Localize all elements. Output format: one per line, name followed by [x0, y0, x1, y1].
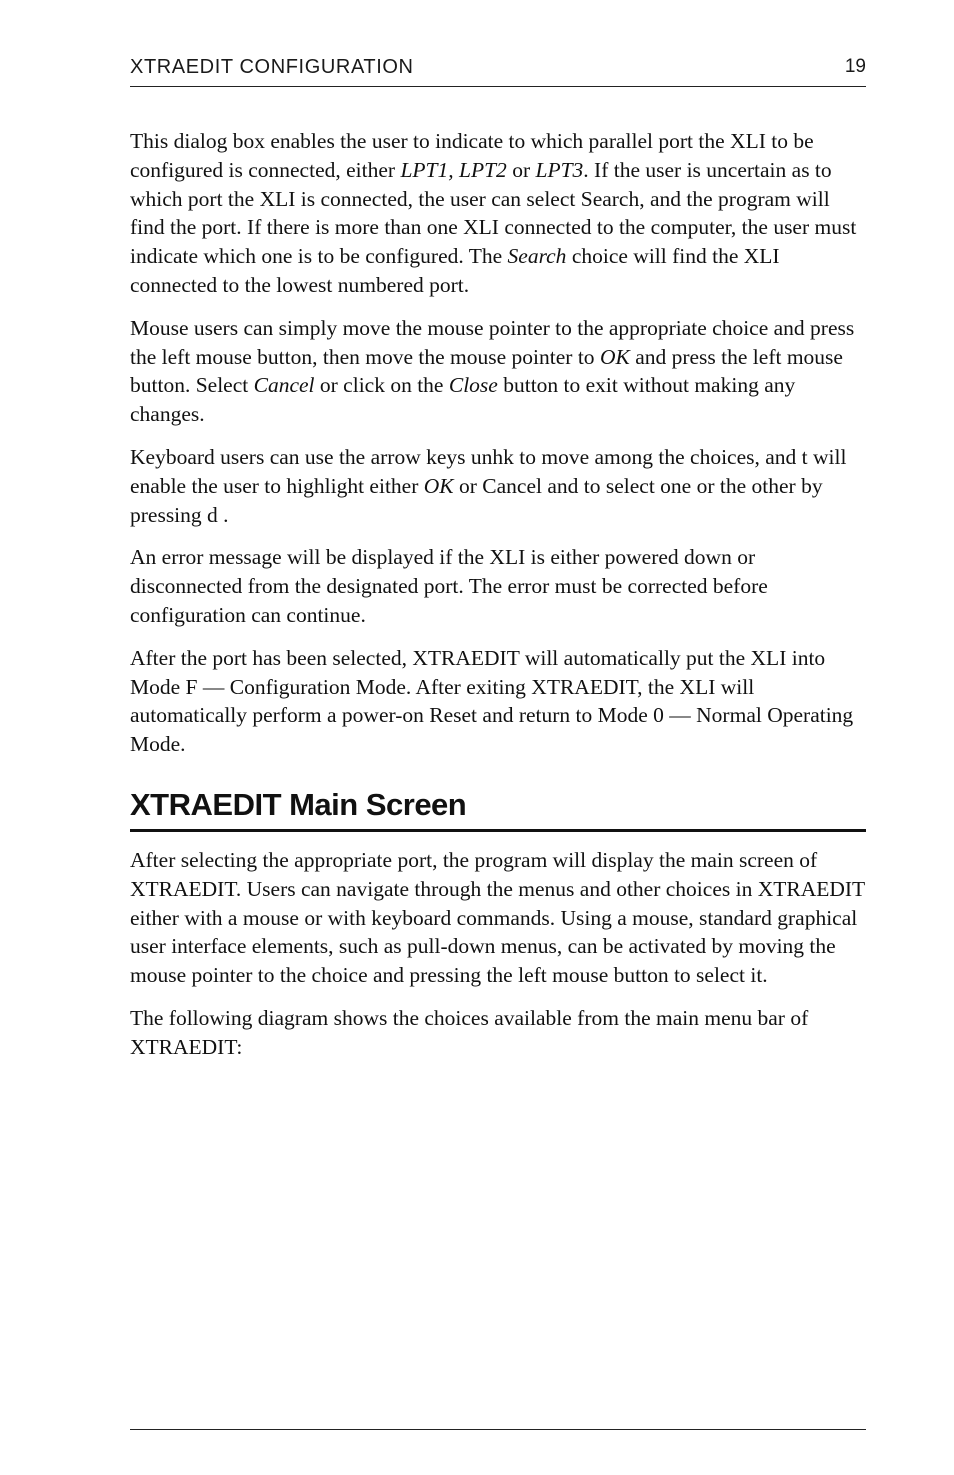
ok-term: OK — [599, 344, 630, 369]
paragraph-mouse-users: Mouse users can simply move the mouse pointer to the appropriate choice and press the left mouse button, then move the mouse pointer to OK and press the left mouse button. Select Cancel or click on the Close button to exit without making any changes. — [130, 315, 855, 427]
page-number: 19 — [844, 56, 866, 77]
page-body — [130, 127, 866, 1076]
header-title: XTRAEDIT CONFIGURATION — [130, 56, 414, 78]
paragraph-keyboard-users: Keyboard users can use the arrow keys unhk to move among the choices, and t will enable the user to highlight either OK or Cancel and to select one or the other by pressing d . — [130, 444, 847, 527]
paragraph-port-dialog: This dialog box enables the user to indicate to which parallel port the XLI to be configured is connected, either LPT1, LPT2 or LPT3. If the user is uncertain as to which port the XLI is connected, the user can select Search, and the program will find the port. If there is more than one XLI connected to the computer, the user must indicate which one is to be configured. The Search choice will find the XLI connected to the lowest numbered port. — [130, 129, 857, 297]
footer-rule — [130, 1429, 866, 1430]
ok-term-keyboard: OK — [423, 473, 454, 498]
page-header — [130, 56, 866, 87]
cancel-term: Cancel — [253, 373, 315, 398]
search-term: Search — [507, 244, 567, 269]
section-heading: XTRAEDIT Main Screen — [130, 785, 866, 832]
lpt2-term: LPT2 — [459, 157, 507, 182]
lpt3-term: LPT3 — [535, 157, 584, 182]
close-term: Close — [448, 373, 498, 398]
lpt1-term: LPT1, — [400, 157, 454, 182]
paragraph-main-screen: After selecting the appropriate port, the program will display the main screen of XTRAEDIT. Users can navigate through the menus and other choices in XTRAEDIT either with a mouse or with keyboard commands. Using a mouse, standard graphical user interface elements, such as pull-down menus, can be activated by moving the mouse pointer to the choice and pressing the left mouse button to select it. — [130, 847, 865, 988]
paragraph-mode-info: After the port has been selected, XTRAEDIT will automatically put the XLI into Mode F — Configuration Mode. After exiting XTRAEDIT, the XLI will automatically perform a power-on Reset and return to Mode 0 — Normal Operating Mode. — [130, 645, 854, 757]
paragraph-error-message: An error message will be displayed if the XLI is either powered down or disconnected from the designated port. The error must be corrected before configuration can continue. — [130, 545, 768, 627]
paragraph-diagram-intro: The following diagram shows the choices available from the main menu bar of XTRAEDIT: — [130, 1005, 809, 1059]
